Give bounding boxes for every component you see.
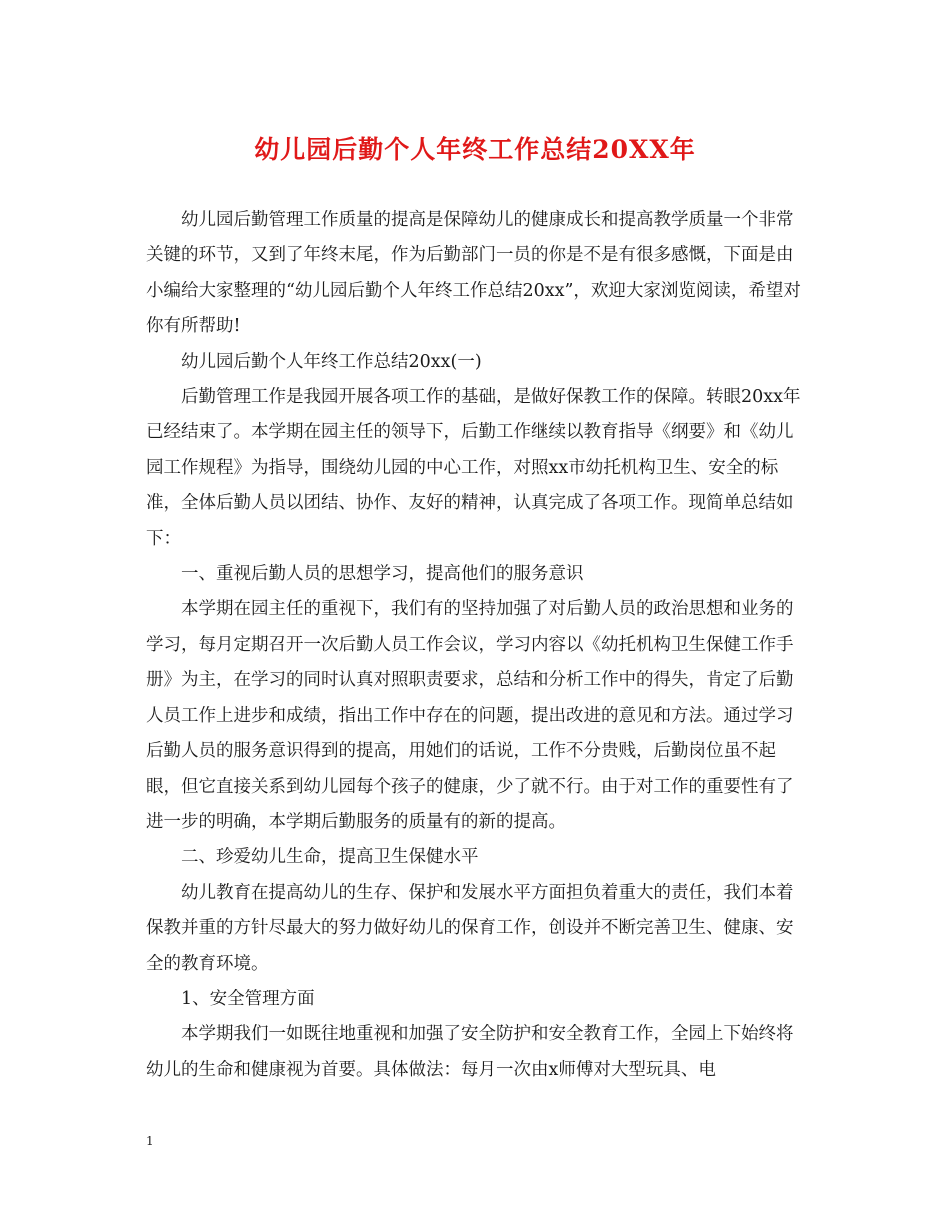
paragraph-overview: 后勤管理工作是我园开展各项工作的基础，是做好保教工作的保障。转眼20xx年已经结束了。本学期在园主任的领导下，后勤工作继续以教育指导《纲要》和《幼儿园工作规程》为指导，围绕幼儿园的中心工作，对照xx市幼托机构卫生、安全的标准，全体后勤人员以团结、协作、友好的精神，认真完成了各项工作。现简单总结如下：: [146, 387, 801, 549]
paragraph-section-heading: 幼儿园后勤个人年终工作总结20xx(一): [181, 351, 482, 372]
paragraph-heading-1: 一、重视后勤人员的思想学习，提高他们的服务意识: [181, 564, 584, 585]
paragraph-heading-2: 二、珍爱幼儿生命，提高卫生保健水平: [181, 847, 479, 868]
paragraph-health: 幼儿教育在提高幼儿的生存、保护和发展水平方面担负着重大的责任，我们本着保教并重的方针尽最大的努力做好幼儿的保育工作，创设并不断完善卫生、健康、安全的教育环境。: [146, 882, 794, 974]
paragraph-subheading-safety: 1、安全管理方面: [181, 988, 315, 1009]
paragraph-intro: 幼儿园后勤管理工作质量的提高是保障幼儿的健康成长和提高教学质量一个非常关键的环节，又到了年终末尾，作为后勤部门一员的你是不是有很多感慨，下面是由小编给大家整理的“幼儿园后勤个人年终工作总结20xx”，欢迎大家浏览阅读，希望对你有所帮助!: [146, 210, 801, 337]
document-body: [146, 203, 804, 1088]
paragraph-study: 本学期在园主任的重视下，我们有的坚持加强了对后勤人员的政治思想和业务的学习，每月定期召开一次后勤人员工作会议，学习内容以《幼托机构卫生保健工作手册》为主，在学习的同时认真对照职责要求，总结和分析工作中的得失，肯定了后勤人员工作上进步和成绩，指出工作中存在的问题，提出改进的意见和方法。通过学习后勤人员的服务意识得到的提高，用她们的话说，工作不分贵贱，后勤岗位虽不起眼，但它直接关系到幼儿园每个孩子的健康，少了就不行。由于对工作的重要性有了进一步的明确，本学期后勤服务的质量有的新的提高。: [146, 599, 794, 832]
page-number: 1: [146, 1134, 154, 1148]
paragraph-safety: 本学期我们一如既往地重视和加强了安全防护和安全教育工作，全园上下始终将幼儿的生命和健康视为首要。具体做法：每月一次由x师傅对大型玩具、电: [146, 1024, 794, 1080]
document-title: 幼儿园后勤个人年终工作总结20XX年: [254, 135, 696, 164]
